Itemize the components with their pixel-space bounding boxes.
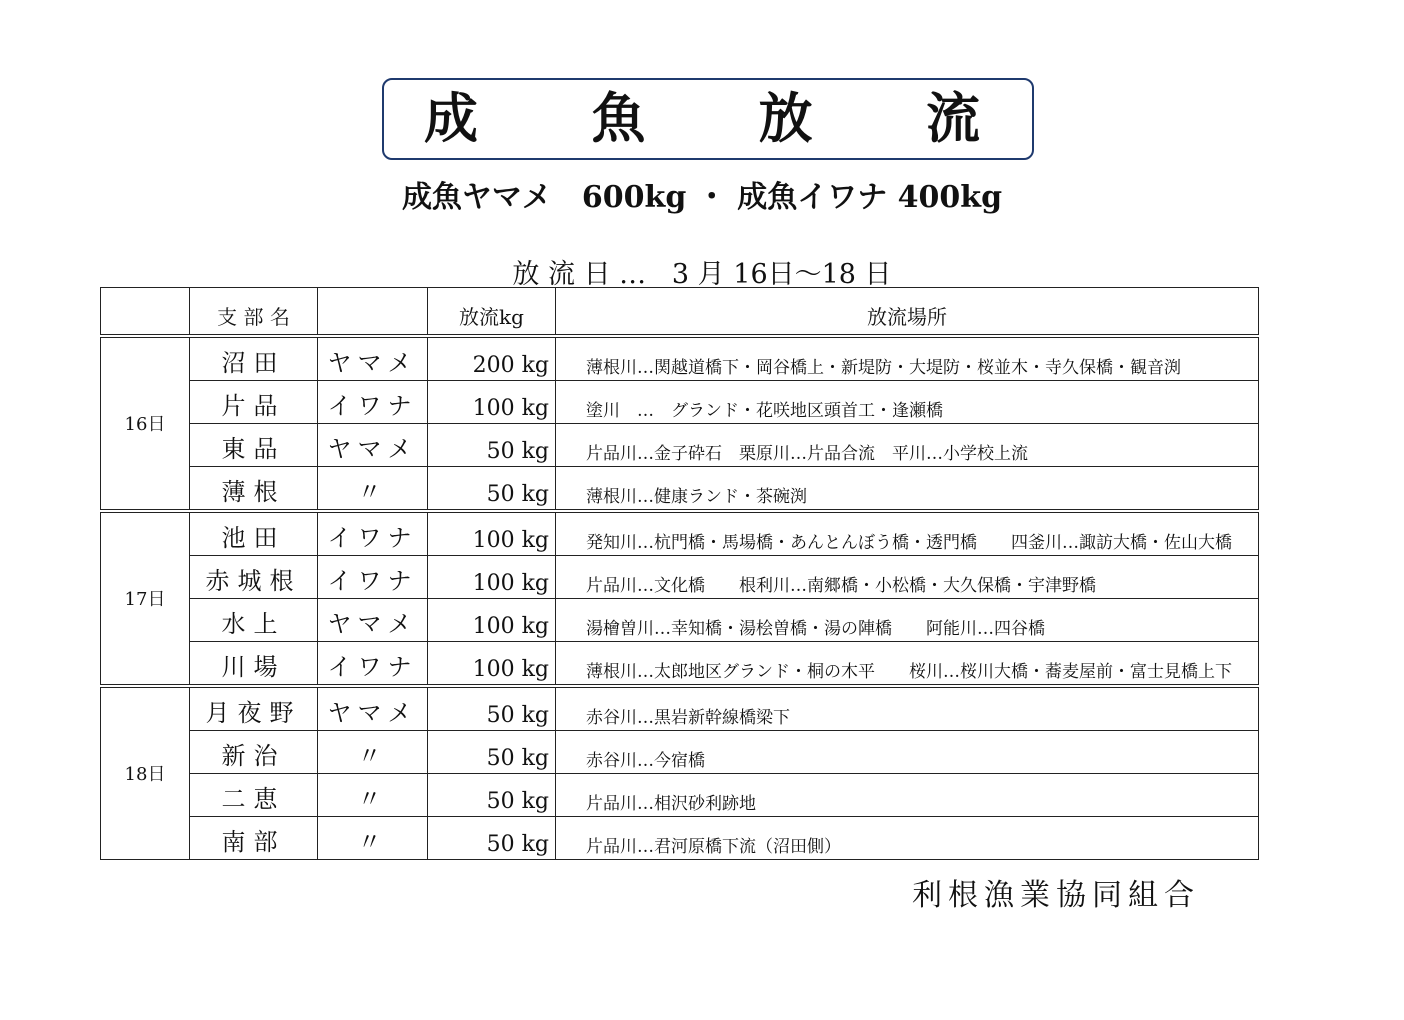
branch-cell: 南部 — [190, 817, 318, 860]
branch-cell: 片品 — [190, 381, 318, 424]
kg-cell: 50 kg — [428, 467, 556, 512]
fish-cell: 〃 — [318, 817, 428, 860]
place-cell: 発知川…杭門橋・馬場橋・あんとんぼう橋・透門橋 四釜川…諏訪大橋・佐山大橋 — [556, 511, 1259, 556]
place-cell: 薄根川…関越道橋下・岡谷橋上・新堤防・大堤防・桜並木・寺久保橋・観音渕 — [556, 336, 1259, 381]
title-box — [382, 78, 1034, 160]
branch-cell: 水上 — [190, 599, 318, 642]
organization-name: 利根漁業協同組合 — [912, 878, 1200, 913]
fish-cell: イワナ — [318, 642, 428, 687]
fish-cell: イワナ — [318, 556, 428, 599]
title-char: 成 — [424, 87, 478, 150]
table-row — [101, 511, 1259, 556]
kg-cell: 50 kg — [428, 424, 556, 467]
branch-cell: 二恵 — [190, 774, 318, 817]
place-cell: 赤谷川…黒岩新幹線橋梁下 — [556, 686, 1259, 731]
table-row — [101, 642, 1259, 687]
place-cell: 赤谷川…今宿橋 — [556, 731, 1259, 774]
title-char: 流 — [925, 87, 980, 150]
table-row — [101, 556, 1259, 599]
place-cell: 片品川…相沢砂利跡地 — [556, 774, 1259, 817]
fish-cell: イワナ — [318, 381, 428, 424]
kg-cell: 50 kg — [428, 817, 556, 860]
kg-cell: 200 kg — [428, 336, 556, 381]
kg-cell: 100 kg — [428, 599, 556, 642]
header-day — [101, 288, 190, 337]
fish-cell: ヤマメ — [318, 686, 428, 731]
place-cell: 湯檜曽川…幸知橋・湯桧曽橋・湯の陣橋 阿能川…四谷橋 — [556, 599, 1259, 642]
branch-cell: 赤城根 — [190, 556, 318, 599]
branch-cell: 沼田 — [190, 336, 318, 381]
table-row — [101, 817, 1259, 860]
fish-cell: 〃 — [318, 731, 428, 774]
release-date: 放 流 日 … 3 月 16日～18 日 — [512, 259, 892, 290]
header-branch: 支 部 名 — [190, 288, 318, 337]
day-cell: 16日 — [101, 336, 190, 511]
place-cell: 塗川 … グランド・花咲地区頭首工・逢瀬橋 — [556, 381, 1259, 424]
subtitle: 成魚ヤマメ 600kg ・ 成魚イワナ 400kg — [401, 180, 1003, 215]
fish-cell: ヤマメ — [318, 336, 428, 381]
table-row — [101, 686, 1259, 731]
place-cell: 片品川…金子砕石 栗原川…片品合流 平川…小学校上流 — [556, 424, 1259, 467]
table-row — [101, 599, 1259, 642]
fish-cell: 〃 — [318, 774, 428, 817]
header-kg: 放流kg — [428, 288, 556, 337]
table-row — [101, 774, 1259, 817]
place-cell: 片品川…文化橋 根利川…南郷橋・小松橋・大久保橋・宇津野橋 — [556, 556, 1259, 599]
header-place: 放流場所 — [556, 288, 1259, 337]
branch-cell: 月夜野 — [190, 686, 318, 731]
kg-cell: 100 kg — [428, 556, 556, 599]
kg-cell: 50 kg — [428, 686, 556, 731]
place-cell: 薄根川…健康ランド・茶碗渕 — [556, 467, 1259, 512]
fish-cell: 〃 — [318, 467, 428, 512]
day-cell: 18日 — [101, 686, 190, 860]
table-row — [101, 467, 1259, 512]
place-cell: 薄根川…太郎地区グランド・桐の木平 桜川…桜川大橋・蕎麦屋前・富士見橋上下 — [556, 642, 1259, 687]
kg-cell: 100 kg — [428, 642, 556, 687]
title-char: 放 — [758, 87, 813, 150]
branch-cell: 新治 — [190, 731, 318, 774]
table-row — [101, 424, 1259, 467]
table-row — [101, 336, 1259, 381]
fish-cell: ヤマメ — [318, 424, 428, 467]
table-row — [101, 381, 1259, 424]
kg-cell: 50 kg — [428, 774, 556, 817]
fish-cell: ヤマメ — [318, 599, 428, 642]
header-fish — [318, 288, 428, 337]
branch-cell: 川場 — [190, 642, 318, 687]
place-cell: 片品川…君河原橋下流（沼田側） — [556, 817, 1259, 860]
kg-cell: 50 kg — [428, 731, 556, 774]
branch-cell: 池田 — [190, 511, 318, 556]
branch-cell: 薄根 — [190, 467, 318, 512]
kg-cell: 100 kg — [428, 381, 556, 424]
day-cell: 17日 — [101, 511, 190, 686]
table-row — [101, 731, 1259, 774]
fish-cell: イワナ — [318, 511, 428, 556]
branch-cell: 東品 — [190, 424, 318, 467]
release-schedule-table — [100, 287, 1259, 860]
title-char: 魚 — [591, 87, 646, 150]
kg-cell: 100 kg — [428, 511, 556, 556]
table-header-row — [101, 288, 1259, 337]
